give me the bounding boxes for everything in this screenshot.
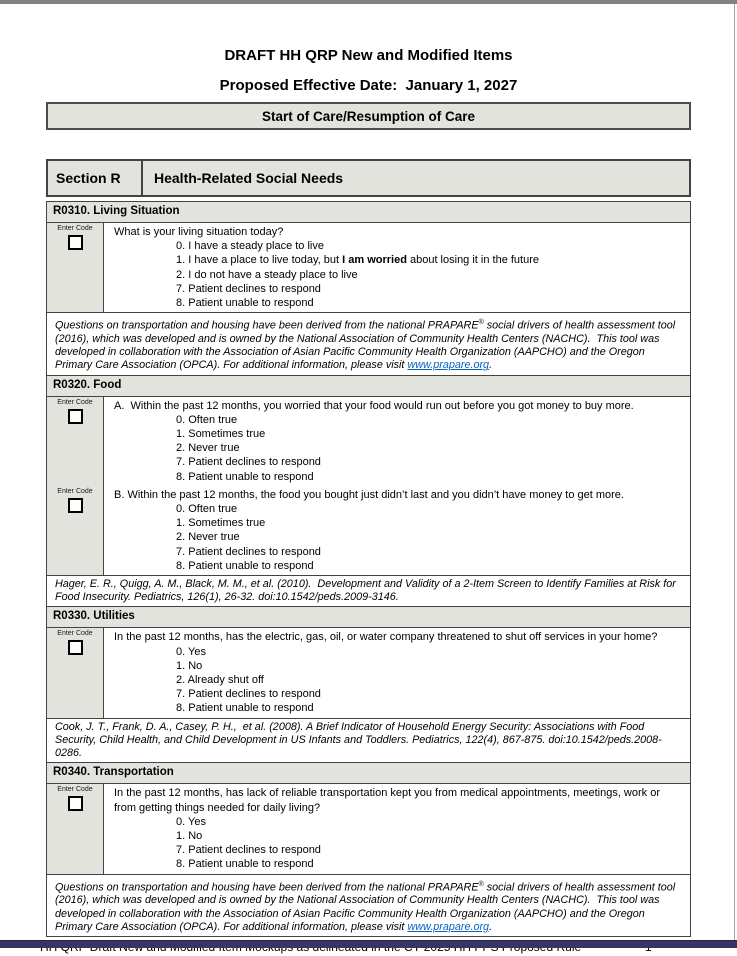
item-header-r0330: R0330. Utilities — [47, 606, 690, 627]
item-body-r0330 — [47, 627, 690, 717]
option: 7. Patient declines to respond — [176, 282, 321, 295]
footnote-text: Questions on transportation and housing have been derived from the national PRAPARE — [55, 319, 479, 332]
question-row — [47, 223, 690, 312]
enter-code-cell — [47, 784, 104, 873]
option: 0. I have a steady place to live — [176, 240, 324, 253]
window-bottom-edge — [0, 940, 737, 948]
care-type-banner-label: Start of Care/Resumption of Care — [261, 108, 476, 124]
option-text: about losing it in the future — [406, 254, 540, 267]
option: 8. Patient unable to respond — [176, 858, 314, 871]
option: 7. Patient declines to respond — [176, 688, 321, 701]
registered-mark: ® — [478, 880, 484, 888]
prapare-link[interactable]: www.prapare.org — [407, 920, 490, 933]
option-bold-fragment: I am worried — [342, 254, 407, 267]
footnote-text: social drivers of health assessment tool (2016), which was developed and is owned by the National Association of Community Health Centers (NACHC). This tool was developed in collaboration with the Association of Asian Pacific Community Health Organization (AAPCHO) and the Oregon Primary Care Association (OPCA). For additional information, please visit — [55, 319, 679, 372]
option: 7. Patient declines to respond — [176, 456, 321, 469]
question-text: A. Within the past 12 months, you worried that your food would run out before you got money to buy more. — [114, 399, 634, 412]
question-content — [104, 486, 690, 575]
footnote-text: social drivers of health assessment tool (2016), which was developed and is owned by the National Association of Community Health Centers (NACHC). This tool was developed in collaboration with the Association of Asian Pacific Community Health Organization (AAPCHO) and the Oregon Primary Care Association (OPCA). For additional information, please visit — [55, 881, 679, 933]
option-text: 1. I have a place to live today, but — [176, 254, 343, 267]
option: 2. Never true — [176, 531, 240, 544]
question-row — [47, 397, 690, 486]
enter-code-box[interactable] — [68, 796, 83, 811]
option: 0. Yes — [176, 645, 206, 658]
item-header-r0310: R0310. Living Situation — [47, 202, 690, 222]
enter-code-cell — [47, 486, 104, 575]
item-header-r0340: R0340. Transportation — [47, 762, 690, 783]
option: 1. No — [176, 829, 203, 842]
option: 0. Often true — [176, 503, 238, 516]
question-row — [47, 784, 690, 873]
item-header-r0320: R0320. Food — [47, 375, 690, 396]
question-content — [104, 397, 690, 486]
care-type-banner — [46, 102, 691, 130]
footnote-text: . — [489, 920, 493, 933]
enter-code-label: Enter Code — [57, 786, 93, 794]
enter-code-box[interactable] — [68, 498, 83, 513]
option: 2. Already shut off — [176, 674, 264, 687]
option: 8. Patient unable to respond — [176, 702, 314, 715]
option: 1. No — [176, 659, 203, 672]
option: 8. Patient unable to respond — [176, 470, 314, 483]
enter-code-label: Enter Code — [57, 487, 93, 495]
registered-mark: ® — [478, 319, 484, 327]
items-table — [46, 201, 691, 937]
effective-date-title: Proposed Effective Date: January 1, 2027 — [219, 77, 518, 94]
option: 0. Often true — [176, 413, 238, 426]
option: 2. Never true — [176, 442, 240, 455]
section-header-table — [46, 159, 691, 197]
enter-code-label: Enter Code — [57, 225, 93, 232]
item-body-r0340 — [47, 783, 690, 873]
question-text: What is your living situation today? — [114, 226, 284, 238]
question-content — [104, 628, 690, 717]
page-title: DRAFT HH QRP New and Modified Items — [224, 47, 513, 64]
option: 8. Patient unable to respond — [176, 297, 314, 310]
question-text: B. Within the past 12 months, the food you bought just didn’t last and you didn’t have money to get more. — [114, 488, 624, 501]
option: 1. Sometimes true — [176, 517, 266, 530]
enter-code-cell — [47, 628, 104, 717]
question-row — [47, 628, 690, 717]
section-title: Health-Related Social Needs — [154, 170, 344, 186]
option: 7. Patient declines to respond — [176, 545, 321, 558]
item-body-r0320 — [47, 396, 690, 575]
question-content — [104, 784, 690, 873]
question-content — [104, 223, 690, 312]
enter-code-cell — [47, 223, 104, 312]
enter-code-label: Enter Code — [57, 398, 93, 406]
prapare-footnote — [47, 312, 690, 374]
enter-code-label: Enter Code — [57, 630, 93, 638]
option: 8. Patient unable to respond — [176, 559, 314, 572]
enter-code-box[interactable] — [68, 235, 83, 250]
enter-code-cell — [47, 397, 104, 486]
option: 0. Yes — [176, 815, 206, 828]
option: 7. Patient declines to respond — [176, 844, 321, 857]
citation-cook: Cook, J. T., Frank, D. A., Casey, P. H., et al. (2008). A Brief Indicator of Household Energy Security: Associations with Food Security, Child Health, and Child Development in US Infants and Toddlers. Pediatrics, 122(4), 867-875. doi:10.1542/peds.2008-0286. — [47, 718, 690, 763]
option — [114, 253, 684, 267]
enter-code-box[interactable] — [68, 640, 83, 655]
citation-hager: Hager, E. R., Quigg, A. M., Black, M. M., et al. (2010). Development and Validity of a 2-Item Screen to Identify Families at Risk for Food Insecurity. Pediatrics, 126(1), 26-32. doi:10.1542/peds.2009-3146. — [47, 575, 690, 606]
enter-code-box[interactable] — [68, 409, 83, 424]
section-label: Section R — [48, 161, 143, 195]
question-row — [47, 486, 690, 575]
prapare-footnote — [47, 874, 690, 936]
footnote-text: Questions on transportation and housing have been derived from the national PRAPARE — [55, 881, 479, 894]
footnote-text: . — [489, 359, 493, 372]
prapare-link[interactable]: www.prapare.org — [407, 359, 490, 372]
option: 2. I do not have a steady place to live — [176, 268, 358, 281]
option: 1. Sometimes true — [176, 428, 266, 441]
question-text: In the past 12 months, has lack of reliable transportation kept you from medical appointments, meetings, work or from getting things needed for daily living? — [114, 787, 664, 814]
question-text: In the past 12 months, has the electric, gas, oil, or water company threatened to shut off services in your home? — [114, 631, 658, 644]
document-page — [0, 4, 737, 956]
item-body-r0310 — [47, 222, 690, 312]
